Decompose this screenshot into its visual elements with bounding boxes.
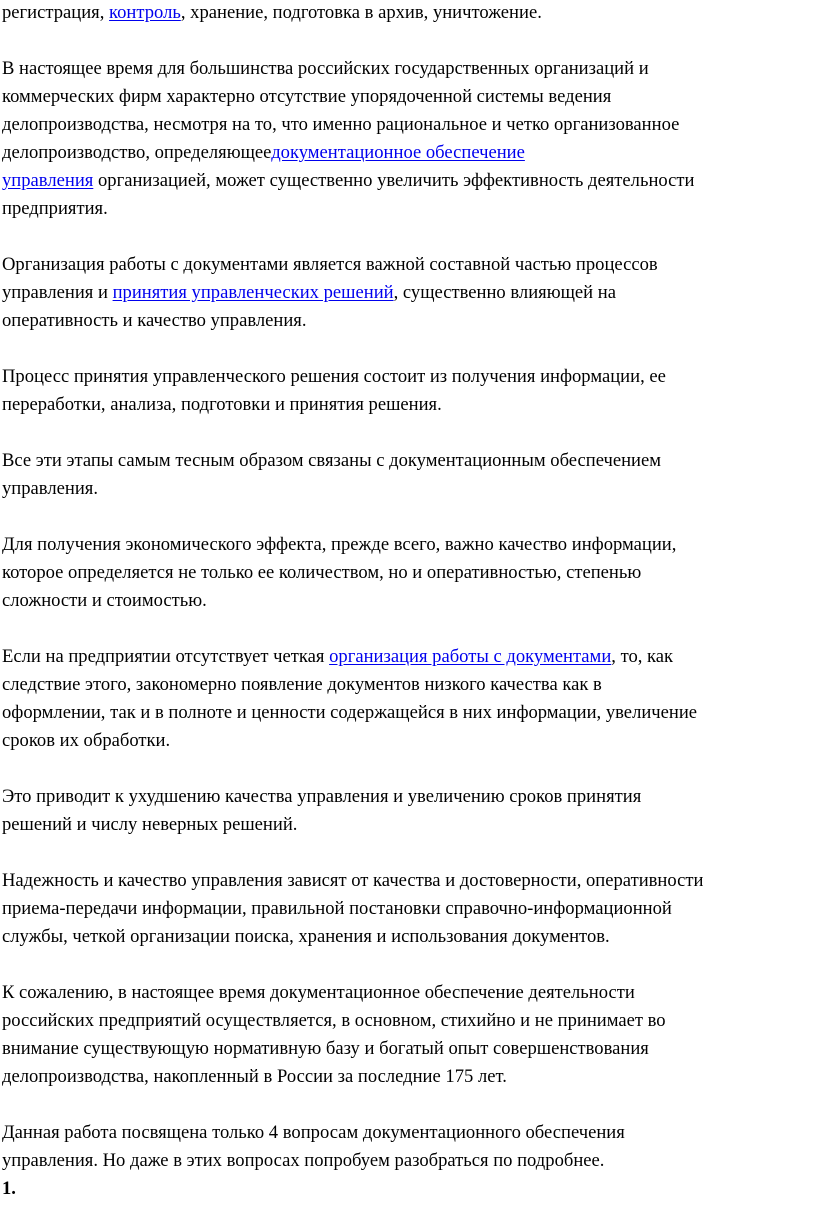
text-line: коммерческих фирм характерно отсутствие упорядоченной системы ведения [2,86,612,107]
text-line: управления. Но даже в этих вопросах попробуем разобраться по подробнее. [2,1150,605,1171]
text-fragment: управления и [2,282,113,303]
text-line: переработки, анализа, подготовки и принятия решения. [2,394,442,415]
text-line: оперативность и качество управления. [2,310,307,331]
paragraph-scope [2,1119,814,1175]
text-line: делопроизводства, несмотря на то, что именно рациональное и четко организованное [2,114,680,135]
text-line: управления. [2,478,98,499]
text-line: Процесс принятия управленческого решения состоит из получения информации, ее [2,366,666,387]
text-line: предприятия. [2,198,108,219]
text-line [2,279,814,307]
link-documentation-support[interactable]: документационное обеспечение [271,142,525,163]
paragraph-stages-linked [2,447,814,503]
text-line: службы, четкой организации поиска, хранения и использования документов. [2,926,610,947]
text-line: В настоящее время для большинства российских государственных организаций и [2,58,649,79]
text-line [2,167,814,195]
text-line: Все эти этапы самым тесным образом связаны с документационным обеспечением [2,450,662,471]
text-line: делопроизводства, накопленный в России за последние 175 лет. [2,1066,507,1087]
text-line: следствие этого, закономерно появление документов низкого качества как в [2,674,602,695]
text-line [2,0,814,27]
text-fragment: , существенно влияющей на [393,282,616,303]
text-line [2,139,814,167]
paragraph-current-state [2,55,814,223]
paragraph-stages [2,0,814,27]
section-heading: 1. [2,1178,16,1199]
text-line: сложности и стоимостью. [2,590,207,611]
paragraph-decision-process [2,363,814,419]
paragraph-consequences [2,783,814,839]
text-line: внимание существующую нормативную базу и богатый опыт совершенствования [2,1038,649,1059]
paragraph-reliability [2,867,814,951]
text-fragment: Если на предприятии отсутствует четкая [2,646,330,667]
paragraph-economic-effect [2,531,814,615]
link-management[interactable]: управления [2,170,94,191]
paragraph-unfortunately [2,979,814,1091]
text-fragment: , хранение, подготовка в архив, уничтожение. [180,2,542,23]
document-body [2,0,814,1203]
text-line: решений и числу неверных решений. [2,814,298,835]
paragraph-no-organization [2,643,814,755]
text-fragment: организацией, может существенно увеличить эффективность деятельности [93,170,695,191]
text-line: Для получения экономического эффекта, прежде всего, важно качество информации, [2,534,677,555]
text-fragment: делопроизводство, определяющее [2,142,272,163]
link-management-decisions[interactable]: принятия управленческих решений [112,282,394,303]
text-line [2,643,814,671]
text-fragment: , то, как [611,646,674,667]
link-document-work-organization[interactable]: организация работы с документами [329,646,612,667]
link-kontrol[interactable]: контроль [109,2,181,23]
text-line: Организация работы с документами является важной составной частью процессов [2,254,658,275]
text-line: Это приводит к ухудшению качества управления и увеличению сроков принятия [2,786,642,807]
text-line: оформлении, так и в полноте и ценности содержащейся в них информации, увеличение [2,702,698,723]
text-fragment: регистрация, [2,2,110,23]
paragraph-organization [2,251,814,335]
text-line: К сожалению, в настоящее время документационное обеспечение деятельности [2,982,635,1003]
text-line: сроков их обработки. [2,730,171,751]
text-line: которое определяется не только ее количеством, но и оперативностью, степенью [2,562,642,583]
text-line: приема-передачи информации, правильной постановки справочно-информационной [2,898,672,919]
text-line: российских предприятий осуществляется, в основном, стихийно и не принимает во [2,1010,666,1031]
text-line: Данная работа посвящена только 4 вопросам документационного обеспечения [2,1122,625,1143]
text-line: Надежность и качество управления зависят от качества и достоверности, оперативности [2,870,704,891]
